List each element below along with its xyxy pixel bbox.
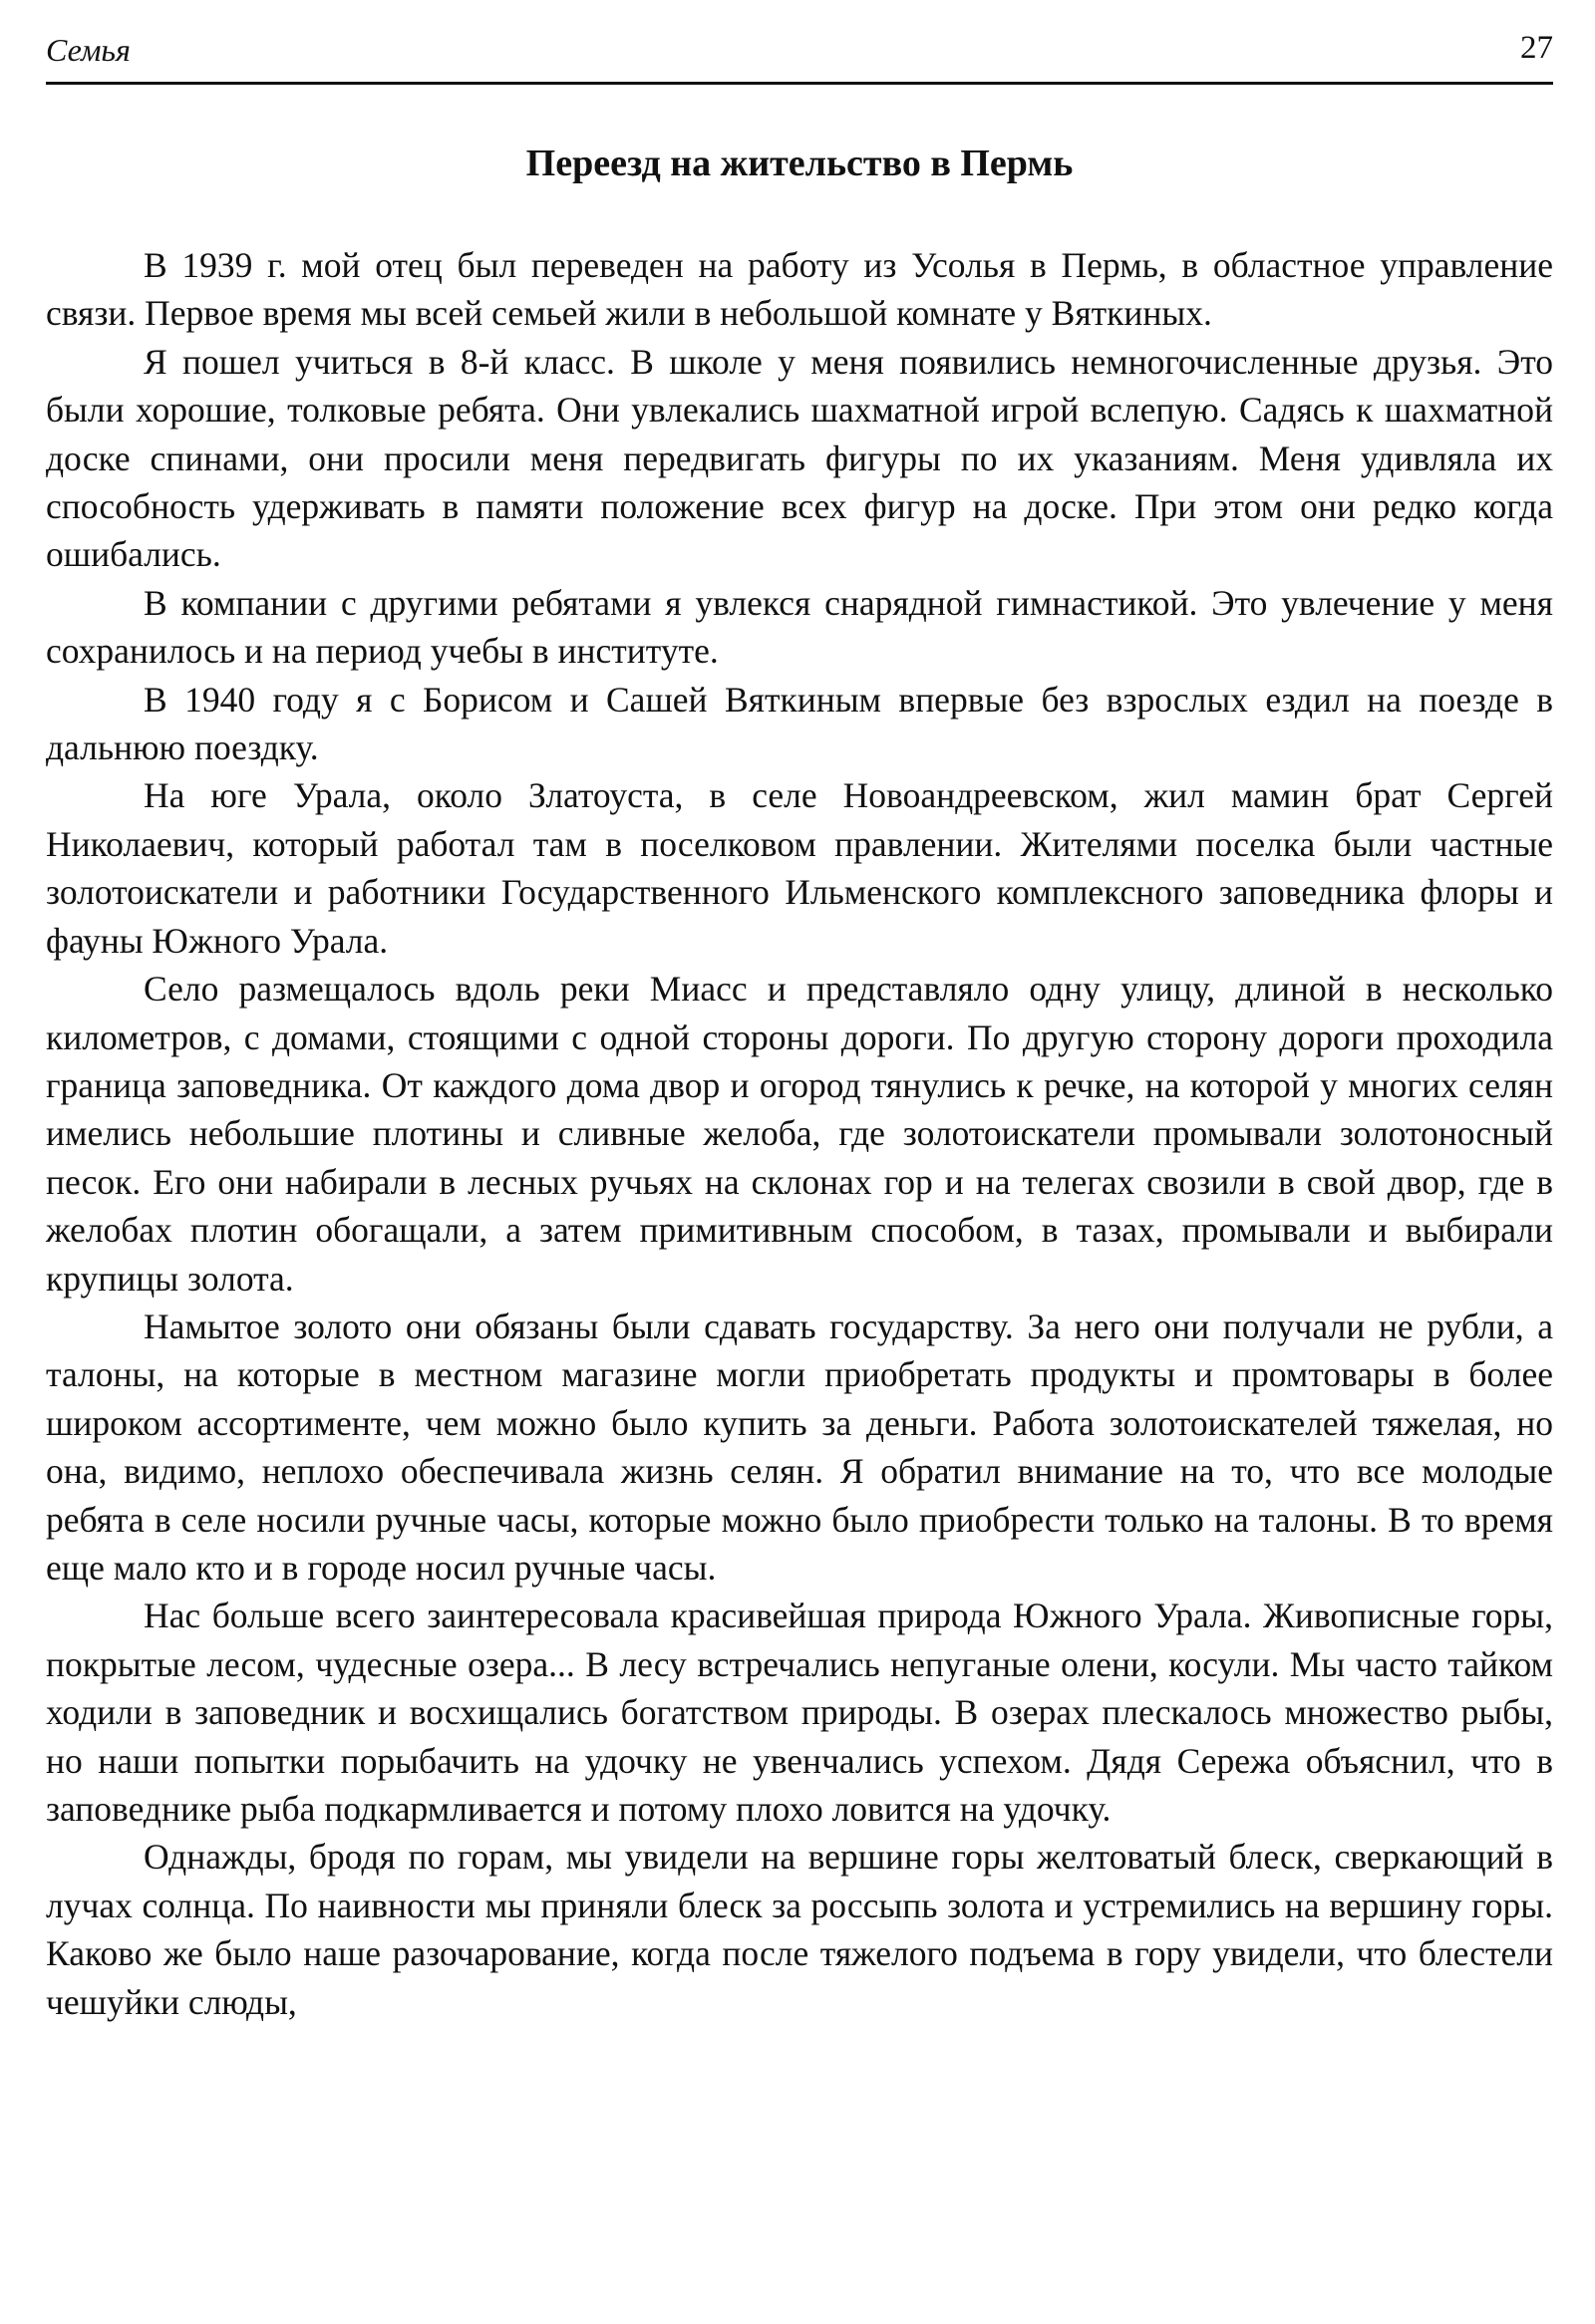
paragraph: Однажды, бродя по горам, мы увидели на вершине горы желтоватый блеск, сверкающий в лучах солнца. По наивности мы приняли блеск за россыпь золота и устремились на вершину горы. Каково же было наше разочарование, когда после тяжелого подъема в гору увидели, что блестели чешуйки слюды, (46, 1837, 1553, 2022)
paragraph: Село размещалось вдоль реки Миасс и представляло одну улицу, длиной в несколько километров, с домами, стоящими с одной стороны дороги. По другую сторону дороги проходила граница заповедника. От каждого дома двор и огород тянулись к речке, на которой у многих селян имелись небольшие плотины и сливные желоба, где золотоискатели промывали золотоносный песок. Его они набирали в лесных ручьях на склонах гор и на телегах свозили в свой двор, где в желобах плотин обогащали, а затем примитивным способом, в тазах, промывали и выбирали крупицы золота. (46, 969, 1553, 1299)
paragraph: Нас больше всего заинтересовала красивейшая природа Южного Урала. Живописные горы, покрытые лесом, чудесные озера... В лесу встречались непуганые олени, косули. Мы часто тайком ходили в заповедник и восхищались богатством природы. В озерах плескалось множество рыбы, но наши попытки порыбачить на удочку не увенчались успехом. Дядя Сережа объяснил, что в заповеднике рыба подкармливается и потому плохо ловится на удочку. (46, 1596, 1553, 1829)
body-text (46, 241, 1553, 2026)
section-title: Семья (46, 32, 131, 68)
running-header (46, 26, 1553, 74)
book-page (46, 0, 1553, 2324)
header-rule (46, 82, 1553, 85)
paragraph: В 1939 г. мой отец был переведен на работу из Усолья в Пермь, в областное управление связи. Первое время мы всей семьей жили в небольшой комнате у Вяткиных. (46, 245, 1553, 334)
paragraph: Я пошел учиться в 8-й класс. В школе у меня появились немногочисленные друзья. Это были хорошие, толковые ребята. Они увлекались шахматной игрой вслепую. Садясь к шахматной доске спинами, они просили меня передвигать фигуры по их указаниям. Меня удивляла их способность удерживать в памяти положение всех фигур на доске. При этом они редко когда ошибались. (46, 341, 1553, 575)
page-number: 27 (1520, 30, 1553, 66)
paragraph: В компании с другими ребятами я увлекся снарядной гимнастикой. Это увлечение у меня сохранилось и на период учебы в институте. (46, 582, 1553, 672)
paragraph: На юге Урала, около Златоуста, в селе Новоандреевском, жил мамин брат Сергей Николаевич, который работал там в поселковом правлении. Жителями поселка были частные золотоискатели и работники Государственного Ильменского комплексного заповедника флоры и фауны Южного Урала. (46, 775, 1553, 961)
paragraph: Намытое золото они обязаны были сдавать государству. За него они получали не рубли, а талоны, на которые в местном магазине могли приобретать продукты и промтовары в более широком ассортименте, чем можно было купить за деньги. Работа золотоискателей тяжелая, но она, видимо, неплохо обеспечивала жизнь селян. Я обратил внимание на то, что все молодые ребята в селе носили ручные часы, которые можно было приобрести только на талоны. В то время еще мало кто и в городе носил ручные часы. (46, 1306, 1553, 1588)
chapter-title: Переезд на жительство в Пермь (525, 143, 1074, 184)
paragraph: В 1940 году я с Борисом и Сашей Вяткиным впервые без взрослых ездил на поезде в дальнюю поездку. (46, 679, 1553, 768)
